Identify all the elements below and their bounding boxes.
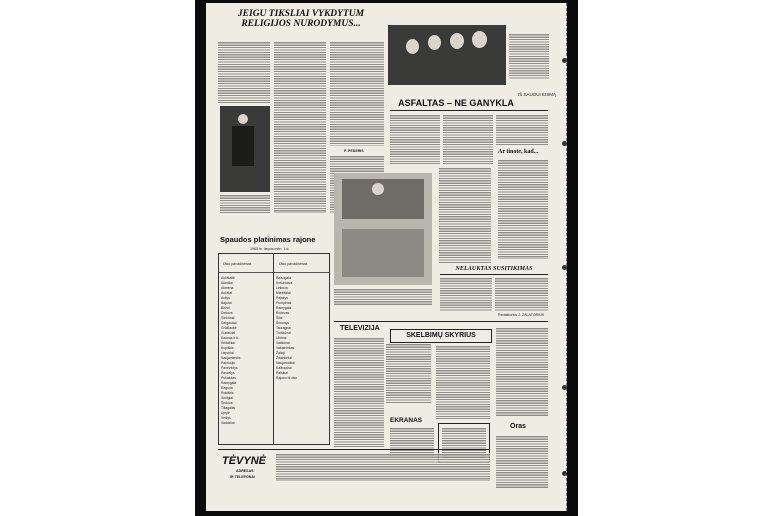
table-row: Aukštaitė <box>221 276 235 280</box>
spaudos-title: Spaudos platinimas rajone <box>220 235 316 244</box>
table-row: Bajorai <box>221 301 232 305</box>
table-row: Naujamiestis <box>221 356 241 360</box>
oras-heading: Oras <box>510 423 526 430</box>
table-row: Velžys <box>221 416 231 420</box>
article-text-col2 <box>274 41 326 213</box>
nelauktas-col1 <box>440 277 492 311</box>
table-row: Kaunas ir k. <box>221 336 239 340</box>
table-row: Deltuva <box>221 311 233 315</box>
table-row: Rokiškis <box>221 391 234 395</box>
table-row: Ramygala <box>276 306 292 310</box>
televizija-heading: TELEVIZIJA <box>340 325 380 332</box>
table-row: Gudaičiai <box>221 331 236 335</box>
byline: P. PEDERIS <box>344 149 364 153</box>
table-row: Gelgaudai <box>221 321 237 325</box>
main-headline: JEIGU TIKSLIAI VYKDYTUM RELIGIJOS NURODYMUS... <box>237 9 365 29</box>
table-row: Paįstrys <box>276 296 289 300</box>
asphalt-col1 <box>390 114 440 164</box>
table-row: Paliukai <box>276 371 288 375</box>
nelauktas-headline: NELAUKTAS SUSITIKIMAS <box>455 265 533 272</box>
table-row: Ramygala <box>221 381 237 385</box>
table-row: Raguva <box>221 386 233 390</box>
table-row: Žalioji <box>276 351 285 355</box>
binder-hole <box>562 58 567 63</box>
meeting-caption <box>334 288 432 306</box>
binder-hole <box>562 471 567 476</box>
tv-listing-2 <box>386 343 431 403</box>
table-row: Tauragnai <box>276 326 291 330</box>
binder-hole <box>562 265 567 270</box>
table-row: Troškūnai <box>276 331 291 335</box>
nelauktas-col2 <box>495 277 548 311</box>
children-photo <box>388 25 506 85</box>
table-row: Roževas <box>276 311 290 315</box>
right-col-bottom <box>496 327 548 417</box>
photo-caption-children <box>509 33 549 79</box>
table-row: Pasvalys <box>221 371 235 375</box>
table-row: Baisogala <box>276 276 291 280</box>
table-row: Žibartoniai <box>276 356 292 360</box>
asphalt-kicker: IŠ SAUGUI EISMĄ <box>518 92 557 97</box>
table-row: Šilai <box>276 316 283 320</box>
table-row: Lieporiai <box>221 351 234 355</box>
table-row: Uliūnai <box>276 336 287 340</box>
table-row: Panevėžys <box>221 366 238 370</box>
table-row: Alančiai <box>221 281 233 285</box>
table-row: Aukštai <box>221 291 233 295</box>
article-text-col1 <box>218 41 270 103</box>
spaudos-subtitle: 1965 m. liepos mėn. 1 d. <box>250 247 290 251</box>
table-row: Pakruojis <box>221 361 235 365</box>
table-row: Miežiškiai <box>276 291 291 295</box>
table-row: Kupiškis <box>221 346 234 350</box>
table-row: Smilgiai <box>221 396 233 400</box>
photo-caption-1 <box>220 194 270 214</box>
table-row: Vabalninkas <box>276 346 295 350</box>
table-row: Vaitkūnai <box>276 341 290 345</box>
ekranas-heading: EKRANAS <box>390 417 423 424</box>
distribution-table <box>218 253 330 445</box>
table-row: Biržai <box>221 306 230 310</box>
table-row: Pušalotas <box>221 376 236 380</box>
table-row: Grūšlaukė <box>221 326 237 330</box>
reply-heading: Ar tinote, kad... <box>498 149 539 155</box>
table-row: Ginkūnai <box>221 316 235 320</box>
reply-text <box>498 159 548 259</box>
tevyne-logo: TĖVYNĖ <box>222 455 267 467</box>
article-text-col3 <box>330 41 384 146</box>
weather-text <box>496 435 548 489</box>
address-label: ADRESAS <box>236 469 254 473</box>
table-row: Upytė <box>221 411 230 415</box>
newspaper-page <box>206 3 567 511</box>
phones-label: IR TELEFONAI <box>230 475 255 479</box>
table-row: Naujarodžiai <box>276 361 295 365</box>
table-row: Tiltagaliai <box>221 406 236 410</box>
binder-hole <box>562 141 567 146</box>
rider-photo <box>220 106 270 192</box>
meeting-photo <box>334 173 432 285</box>
table-row: Šimonys <box>276 321 290 325</box>
table-row: Šeduva <box>221 401 233 405</box>
table-row: Pumpėnai <box>276 301 292 305</box>
asphalt-col2 <box>443 114 493 164</box>
table-row: Rajono iš viso <box>276 376 298 380</box>
binder-hole <box>562 385 567 390</box>
table-row: Akmena <box>221 286 234 290</box>
mid-col1 <box>439 167 491 263</box>
col-header-2: Ūkio pavadinimas <box>279 262 308 266</box>
table-row: Kalbuočiai <box>276 366 292 370</box>
skelbimu-heading: SKELBIMŲ SKYRIUS <box>390 329 492 343</box>
table-row: Kėdainiai <box>221 341 235 345</box>
table-row: Linkuva <box>276 286 288 290</box>
table-row: Avilys <box>221 296 230 300</box>
asphalt-headline: ASFALTAS – NE GANYKLA <box>398 98 514 108</box>
asphalt-col3 <box>496 114 548 146</box>
ads-text <box>436 345 490 419</box>
tv-listing <box>334 337 384 447</box>
col-header-1: Ūkio pavadinimas <box>223 262 252 266</box>
editor-credit: Redaktorius J. ZALATORIUS <box>498 313 545 317</box>
table-row: Krekenava <box>276 281 293 285</box>
table-row: Vadokliai <box>221 421 235 425</box>
footer-imprint <box>276 453 490 481</box>
